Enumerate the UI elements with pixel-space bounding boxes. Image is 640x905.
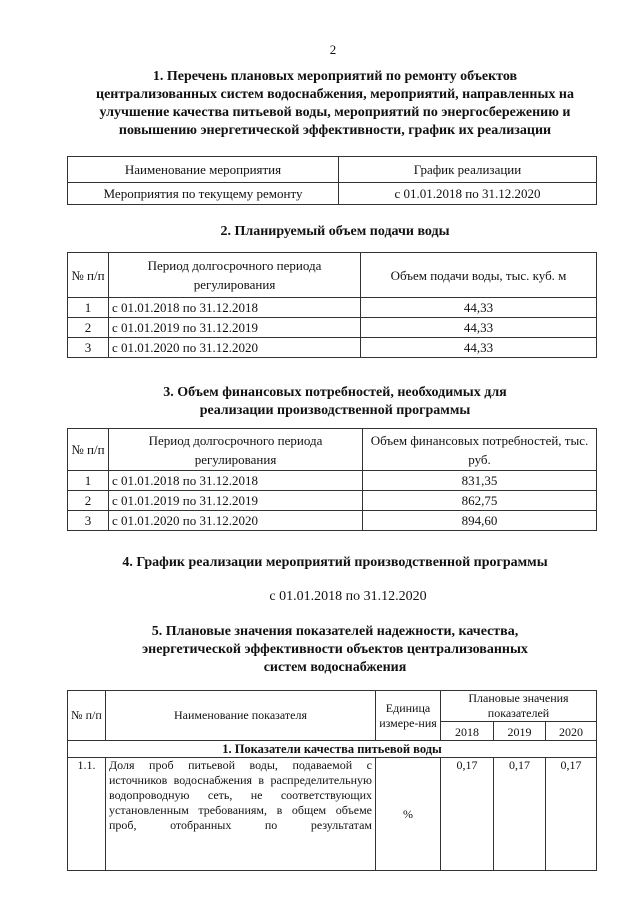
section-1-title [60,68,610,140]
cell: 44,33 [361,318,597,338]
cell: 862,75 [363,491,597,511]
cell: с 01.01.2018 по 31.12.2018 [109,471,363,491]
cell: 2 [68,318,109,338]
cell: 3 [68,511,109,531]
table-row [68,298,597,318]
cell: с 01.01.2020 по 31.12.2020 [109,338,361,358]
header-cell: Объем финансовых потребностей, тыс. руб. [363,429,597,471]
title-line: энергетической эффективности объектов централизованных [142,642,528,657]
indicators-table [67,690,597,871]
title-line: 5. Плановые значения показателей надежности, качества, [151,624,519,639]
header-cell: № п/п [68,691,106,741]
title-line: 3. Объем финансовых потребностей, необходимых для [163,385,507,400]
header-cell: Период долгосрочного периода регулирования [109,253,361,298]
cell: с 01.01.2019 по 31.12.2019 [109,491,363,511]
cell: с 01.01.2020 по 31.12.2020 [109,511,363,531]
cell: 831,35 [363,471,597,491]
cell: 0,17 [546,758,597,871]
header-cell: Единица измере-ния [376,691,441,741]
title-line: систем водоснабжения [263,660,407,675]
year-cell: 2020 [546,722,597,741]
header-cell: График реализации [339,157,597,183]
title-line: 1. Перечень плановых мероприятий по ремонту объектов [152,69,518,84]
cell: % [376,758,441,871]
table-row [68,318,597,338]
header-cell: Период долгосрочного периода регулирования [109,429,363,471]
cell: 1 [68,298,109,318]
financial-needs-table [67,428,597,531]
cell: с 01.01.2018 по 31.12.2020 [339,183,597,205]
year-cell: 2018 [441,722,494,741]
title-line: улучшение качества питьевой воды, мероприятий по энергосбережению и [99,105,571,120]
cell: 2 [68,491,109,511]
title-line: централизованных систем водоснабжения, мероприятий, направленных на [96,87,574,102]
header-cell: Объем подачи воды, тыс. куб. м [361,253,597,298]
water-supply-table [67,252,597,358]
cell: Мероприятия по текущему ремонту [68,183,339,205]
header-cell: Наименование мероприятия [68,157,339,183]
header-cell: Плановые значения показателей [441,691,597,722]
group-row: 1. Показатели качества питьевой воды [68,741,597,758]
table-row [68,471,597,491]
section-2-title: 2. Планируемый объем подачи воды [220,224,450,239]
cell: с 01.01.2019 по 31.12.2019 [109,318,361,338]
cell: 44,33 [361,298,597,318]
section-5-title [60,623,610,677]
activities-table [67,156,597,205]
table-row [68,491,597,511]
cell: с 01.01.2018 по 31.12.2018 [109,298,361,318]
section-4-period: с 01.01.2018 по 31.12.2020 [269,589,427,604]
table-row [68,511,597,531]
cell: 0,17 [441,758,494,871]
cell: 894,60 [363,511,597,531]
page-number: 2 [329,42,337,57]
cell: 3 [68,338,109,358]
cell: Доля проб питьевой воды, подаваемой с источников водоснабжения в распределительную водопроводную сеть, не соответствующих установленным требованиям, в общем объеме проб, отобранных по результатам [106,758,376,871]
section-3-title [60,384,610,420]
header-cell: № п/п [68,429,109,471]
cell: 0,17 [494,758,546,871]
title-line: повышению энергетической эффективности, график их реализации [118,123,552,138]
title-line: реализации производственной программы [199,403,471,418]
cell: 1.1. [68,758,106,871]
cell: 44,33 [361,338,597,358]
cell: 1 [68,471,109,491]
table-row [68,338,597,358]
header-cell: № п/п [68,253,109,298]
table-row [68,758,597,871]
year-cell: 2019 [494,722,546,741]
header-cell: Наименование показателя [106,691,376,741]
section-4-title: 4. График реализации мероприятий производственной программы [122,555,548,570]
